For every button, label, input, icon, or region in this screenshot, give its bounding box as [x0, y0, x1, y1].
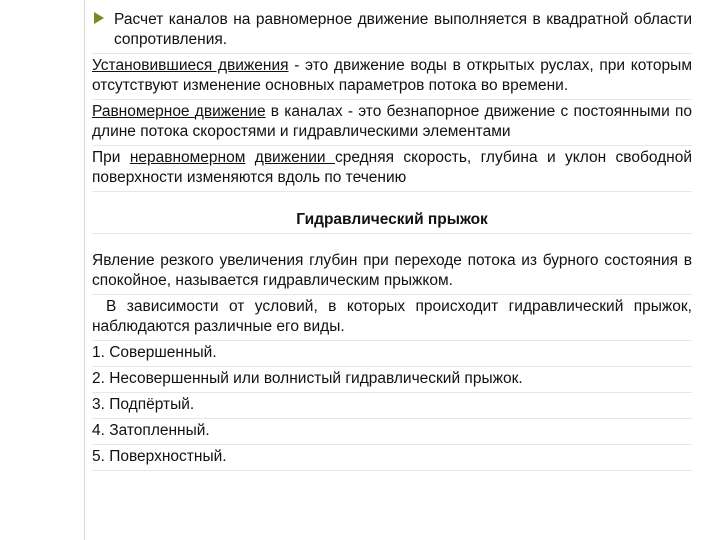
list-item-1: 1. Совершенный. — [92, 341, 692, 367]
slide-content — [92, 8, 692, 471]
term-motion: движении — [254, 149, 335, 166]
paragraph-steady-flow-text: - это движение воды в открытых руслах, при которым отсутствуют изменение основных параметров потока во времени. — [92, 57, 692, 94]
term-nonuniform: неравномерном — [129, 149, 246, 166]
paragraph-uniform-flow-text: в каналах - это безнапорное движение с постоянными по длине потока скоростями и гидравлическими элементами — [92, 103, 692, 140]
term-flow: движение — [194, 103, 266, 120]
bullet-paragraph — [92, 8, 692, 54]
list-item-2: 2. Несовершенный или волнистый гидравлический прыжок. — [92, 367, 692, 393]
paragraph-nonuniform-flow — [92, 146, 692, 192]
paragraph-jump-types-intro: В зависимости от условий, в которых происходит гидравлический прыжок, наблюдаются различные его виды. — [92, 295, 692, 341]
paragraph-nonuniform-space — [245, 149, 254, 166]
list-item-3: 3. Подпёртый. — [92, 393, 692, 419]
list-item-5: 5. Поверхностный. — [92, 445, 692, 471]
paragraph-steady-flow — [92, 54, 692, 100]
paragraph-nonuniform-start: При — [92, 149, 130, 166]
term-uniform: Равномерное — [92, 103, 195, 120]
section-heading: Гидравлический прыжок — [92, 208, 692, 234]
left-margin-line — [84, 0, 85, 540]
bullet-text: Расчет каналов на равномерное движение выполняется в квадратной области сопротивления. — [114, 11, 692, 48]
term-steady-flow: Установившиеся движения — [92, 57, 289, 74]
paragraph-uniform-flow — [92, 100, 692, 146]
list-item-4: 4. Затопленный. — [92, 419, 692, 445]
bullet-arrow-icon — [94, 12, 104, 24]
paragraph-nonuniform-text: средняя скорость, глубина и уклон свободной поверхности изменяются вдоль по течению — [92, 149, 692, 186]
paragraph-jump-definition: Явление резкого увеличения глубин при переходе потока из бурного состояния в спокойное, называется гидравлическим прыжком. — [92, 249, 692, 295]
